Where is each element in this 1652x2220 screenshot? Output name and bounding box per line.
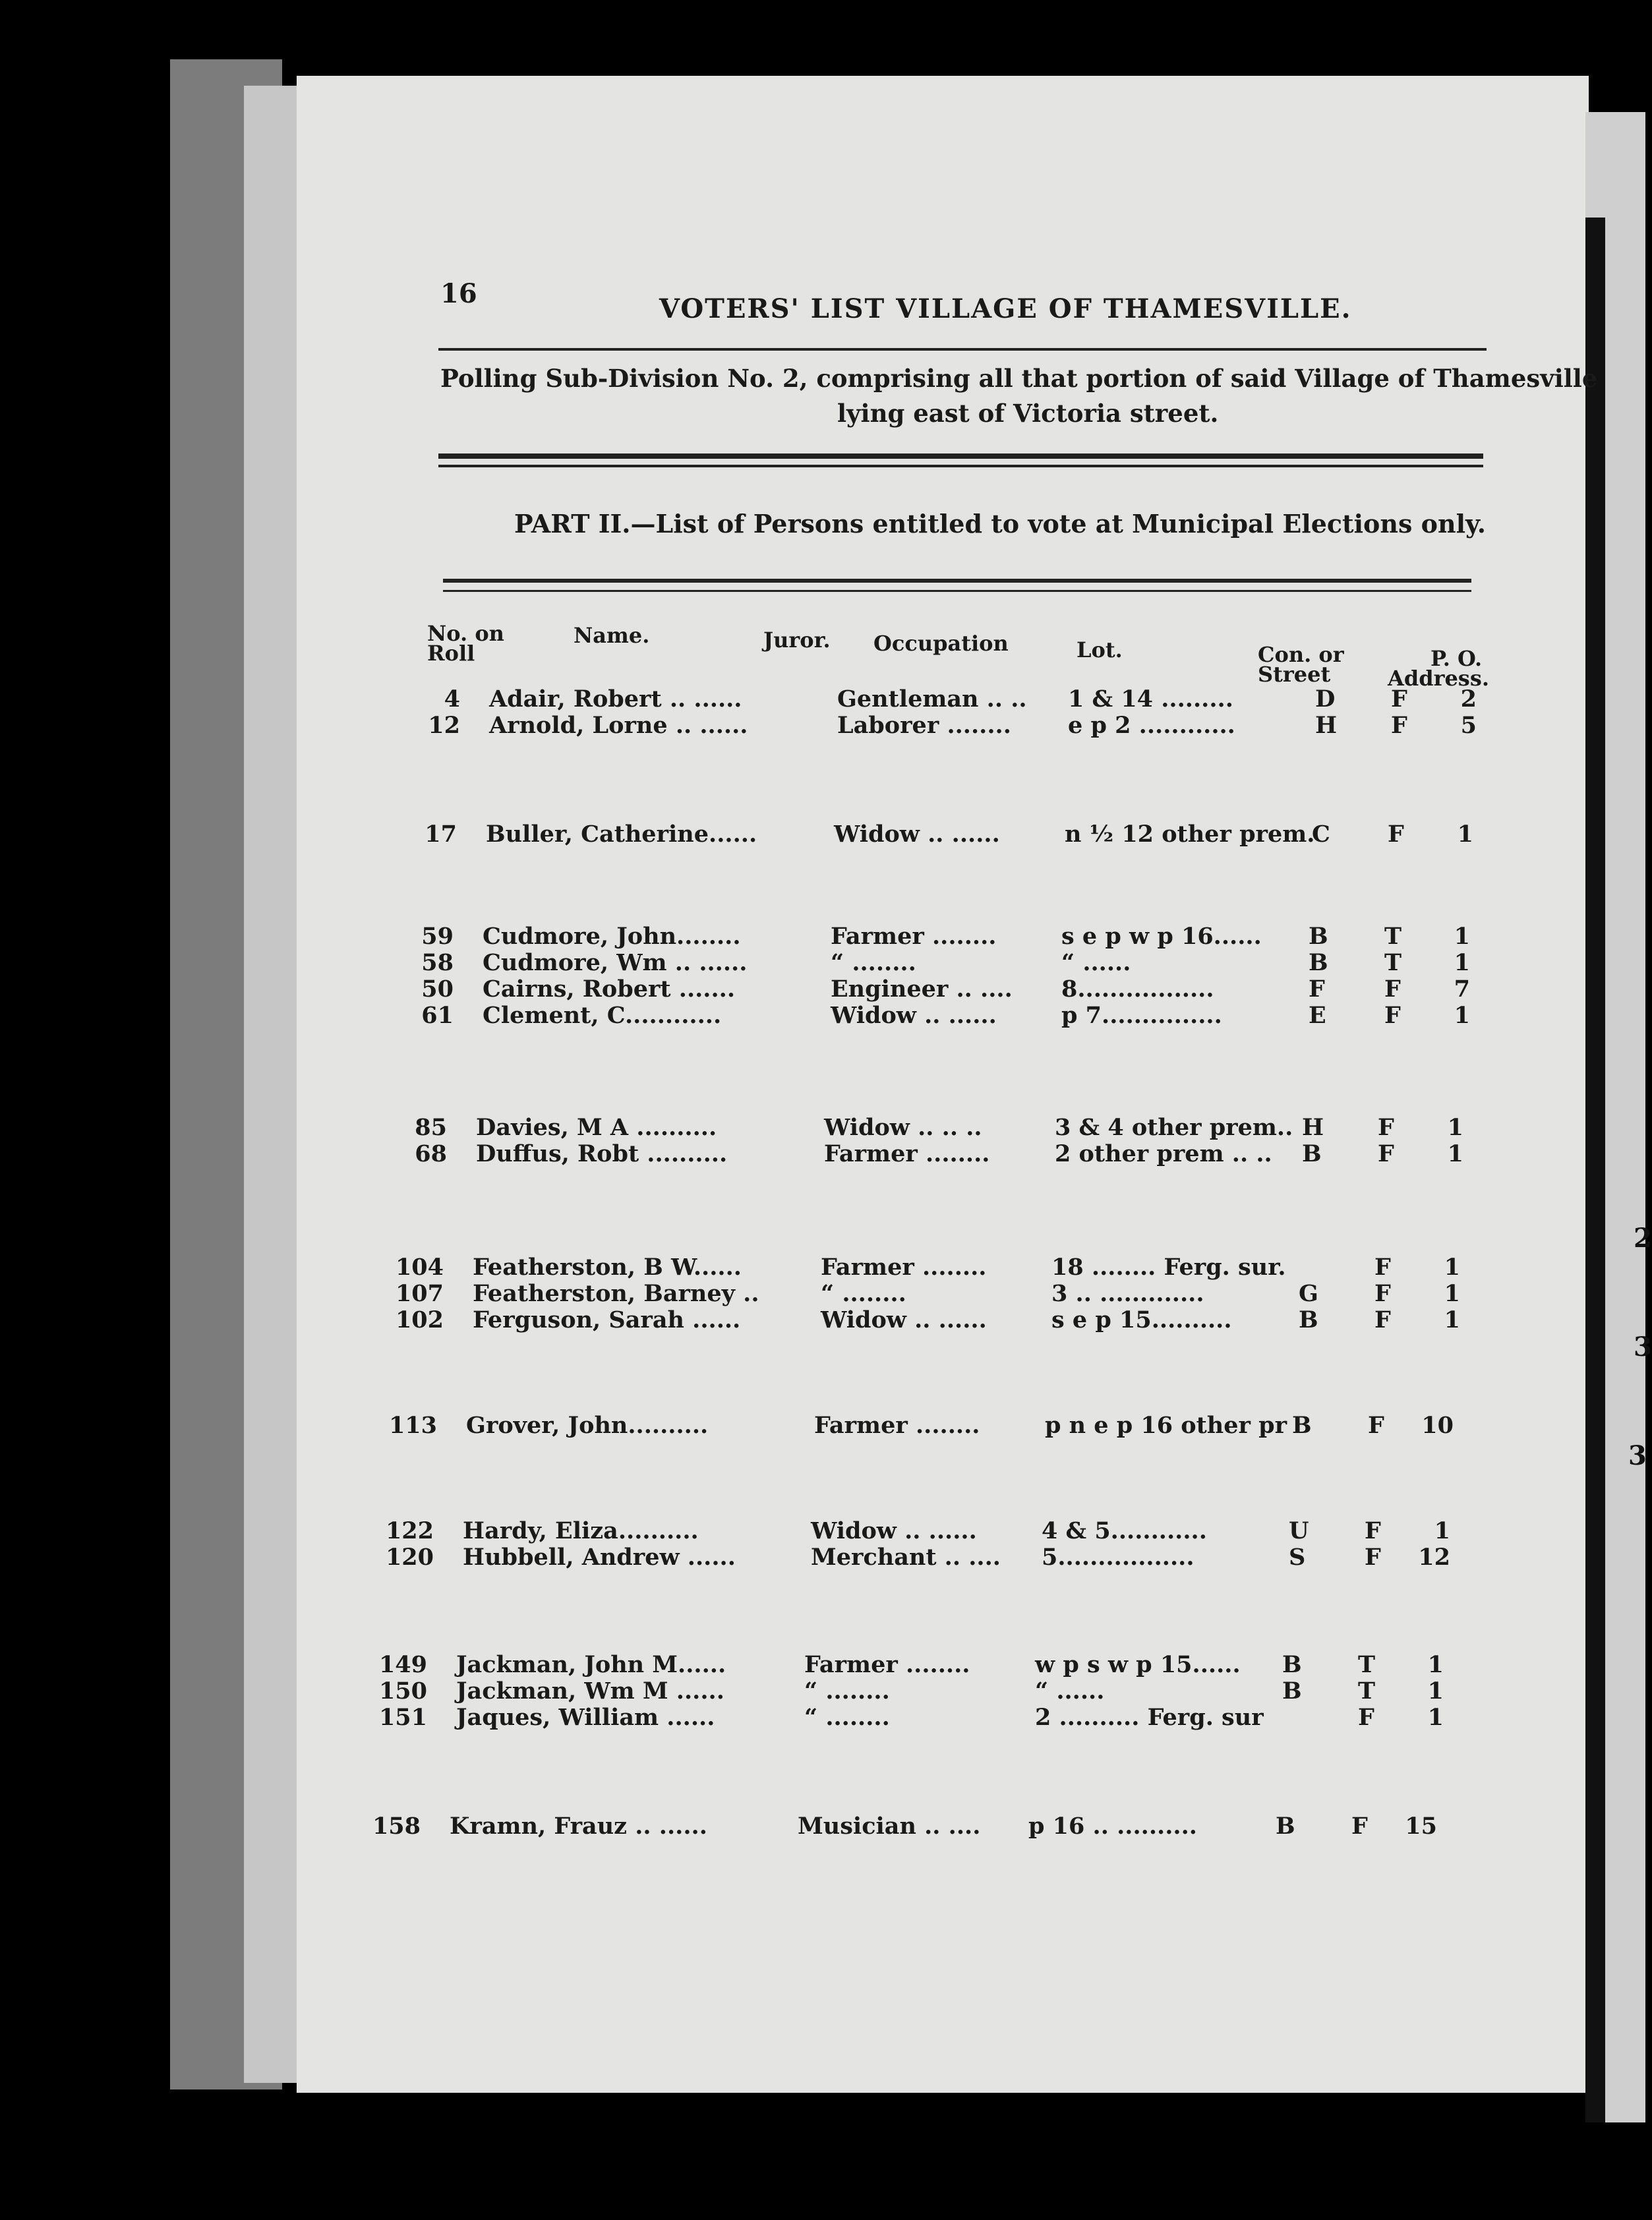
book-edge-inner	[244, 86, 303, 2083]
concession-cell: H	[1315, 712, 1338, 739]
header-occupation: Occupation	[873, 631, 1009, 656]
roll-number-cell: 104	[395, 1254, 444, 1281]
name-cell: Duffus, Robt ..........	[476, 1140, 728, 1167]
address-letter-cell: F	[1374, 1306, 1391, 1333]
address-number-cell: 1	[1454, 949, 1470, 976]
header-con-2: Street	[1258, 662, 1331, 687]
name-cell: Adair, Robert .. ......	[489, 686, 742, 713]
occupation-cell: “ ........	[804, 1704, 890, 1731]
header-con-1: Con. or	[1258, 642, 1344, 667]
concession-cell: B	[1292, 1412, 1312, 1439]
address-number-cell: 1	[1434, 1517, 1450, 1544]
address-letter-cell: T	[1358, 1678, 1376, 1705]
address-number-cell: 7	[1454, 976, 1470, 1003]
roll-number-cell: 158	[372, 1813, 421, 1840]
occupation-cell: Farmer ........	[821, 1254, 987, 1281]
address-number-cell: 1	[1444, 1306, 1460, 1333]
lot-cell: 2 other prem .. ..	[1055, 1140, 1272, 1167]
address-letter-cell: F	[1391, 686, 1407, 713]
concession-cell: C	[1312, 821, 1330, 848]
header-name: Name.	[574, 623, 650, 648]
lot-cell: s e p 15..........	[1051, 1306, 1232, 1333]
address-letter-cell: F	[1351, 1813, 1368, 1840]
concession-cell: U	[1289, 1517, 1309, 1544]
occupation-cell: Merchant .. ....	[811, 1544, 1001, 1571]
facing-page-fragment: 3	[1628, 1440, 1647, 1471]
occupation-cell: Widow .. ......	[831, 1002, 997, 1029]
part-rule-2	[443, 590, 1471, 592]
header-po-2: Address.	[1388, 666, 1489, 691]
concession-cell: S	[1289, 1544, 1306, 1571]
roll-number-cell: 50	[421, 976, 454, 1003]
roll-number-cell: 17	[425, 821, 457, 848]
double-rule-1	[438, 453, 1483, 459]
lot-cell: p 7...............	[1061, 1002, 1222, 1029]
address-letter-cell: T	[1358, 1651, 1376, 1678]
name-cell: Davies, M A ..........	[476, 1114, 717, 1141]
lot-cell: 5.................	[1042, 1544, 1195, 1571]
roll-number-cell: 12	[428, 712, 460, 739]
name-cell: Ferguson, Sarah ......	[473, 1306, 741, 1333]
occupation-cell: Farmer ........	[831, 923, 997, 950]
address-number-cell: 1	[1444, 1254, 1460, 1281]
roll-number-cell: 4	[444, 686, 460, 713]
lot-cell: p n e p 16 other pr	[1045, 1412, 1287, 1439]
address-number-cell: 1	[1454, 923, 1470, 950]
facing-page-gutter	[1585, 218, 1605, 2122]
header-no-on-roll-1: No. on	[427, 621, 504, 646]
address-letter-cell: F	[1368, 1412, 1384, 1439]
address-number-cell: 2	[1460, 686, 1477, 713]
address-number-cell: 5	[1460, 712, 1477, 739]
facing-page-fragment: 2	[1634, 1223, 1652, 1254]
concession-cell: B	[1302, 1140, 1322, 1167]
concession-cell: B	[1299, 1306, 1318, 1333]
lot-cell: 2 .......... Ferg. sur	[1035, 1704, 1264, 1731]
address-letter-cell: T	[1384, 923, 1402, 950]
address-letter-cell: F	[1365, 1544, 1381, 1571]
occupation-cell: Gentleman .. ..	[837, 686, 1027, 713]
name-cell: Hubbell, Andrew ......	[463, 1544, 736, 1571]
occupation-cell: Musician .. ....	[798, 1813, 981, 1840]
name-cell: Clement, C............	[483, 1002, 722, 1029]
lot-cell: e p 2 ............	[1068, 712, 1235, 739]
name-cell: Jaques, William ......	[456, 1704, 715, 1731]
lot-cell: “ ......	[1061, 949, 1131, 976]
address-letter-cell: F	[1365, 1517, 1381, 1544]
polling-line-1: Polling Sub-Division No. 2, comprising all that portion of said Village of Thamesville	[440, 364, 1598, 393]
lot-cell: s e p w p 16......	[1061, 923, 1262, 950]
facing-page-fragment: 3	[1634, 1331, 1652, 1362]
address-number-cell: 1	[1427, 1704, 1444, 1731]
polling-line-2: lying east of Victoria street.	[837, 399, 1219, 428]
roll-number-cell: 150	[378, 1678, 427, 1705]
name-cell: Arnold, Lorne .. ......	[489, 712, 748, 739]
occupation-cell: Widow .. ......	[834, 821, 1000, 848]
address-number-cell: 10	[1421, 1412, 1454, 1439]
name-cell: Kramn, Frauz .. ......	[450, 1813, 707, 1840]
lot-cell: “ ......	[1035, 1678, 1105, 1705]
concession-cell: H	[1302, 1114, 1324, 1141]
running-title: VOTERS' LIST VILLAGE OF THAMESVILLE.	[659, 293, 1352, 324]
name-cell: Cairns, Robert .......	[483, 976, 736, 1003]
roll-number-cell: 122	[385, 1517, 434, 1544]
roll-number-cell: 85	[415, 1114, 447, 1141]
lot-cell: 4 & 5............	[1042, 1517, 1207, 1544]
occupation-cell: Farmer ........	[814, 1412, 980, 1439]
concession-cell: D	[1315, 686, 1336, 713]
address-number-cell: 1	[1447, 1114, 1463, 1141]
roll-number-cell: 102	[395, 1306, 444, 1333]
address-letter-cell: F	[1391, 712, 1407, 739]
concession-cell: B	[1282, 1651, 1302, 1678]
lot-cell: p 16 .. ..........	[1028, 1813, 1197, 1840]
address-number-cell: 1	[1457, 821, 1473, 848]
address-number-cell: 12	[1418, 1544, 1450, 1571]
lot-cell: 8.................	[1061, 976, 1214, 1003]
occupation-cell: “ ........	[821, 1280, 906, 1307]
roll-number-cell: 58	[421, 949, 454, 976]
name-cell: Featherston, B W......	[473, 1254, 742, 1281]
occupation-cell: Widow .. .. ..	[824, 1114, 982, 1141]
header-no-on-roll-2: Roll	[427, 641, 475, 666]
occupation-cell: Farmer ........	[804, 1651, 970, 1678]
lot-cell: 3 .. .............	[1051, 1280, 1204, 1307]
address-letter-cell: F	[1378, 1140, 1394, 1167]
name-cell: Hardy, Eliza..........	[463, 1517, 699, 1544]
part-title: PART II.—List of Persons entitled to vote at Municipal Elections only.	[514, 509, 1487, 539]
roll-number-cell: 113	[388, 1412, 437, 1439]
header-lot: Lot.	[1077, 637, 1123, 662]
occupation-cell: Laborer ........	[837, 712, 1011, 739]
occupation-cell: “ ........	[804, 1678, 890, 1705]
concession-cell: F	[1309, 976, 1325, 1003]
address-letter-cell: F	[1384, 1002, 1401, 1029]
roll-number-cell: 107	[395, 1280, 444, 1307]
address-number-cell: 15	[1405, 1813, 1437, 1840]
concession-cell: E	[1309, 1002, 1326, 1029]
title-rule	[438, 348, 1487, 351]
roll-number-cell: 120	[385, 1544, 434, 1571]
address-number-cell: 1	[1454, 1002, 1470, 1029]
address-letter-cell: F	[1358, 1704, 1374, 1731]
roll-number-cell: 151	[378, 1704, 427, 1731]
name-cell: Featherston, Barney ..	[473, 1280, 759, 1307]
address-letter-cell: F	[1374, 1254, 1391, 1281]
roll-number-cell: 59	[421, 923, 454, 950]
address-number-cell: 1	[1427, 1651, 1444, 1678]
name-cell: Grover, John..........	[466, 1412, 709, 1439]
address-number-cell: 1	[1444, 1280, 1460, 1307]
name-cell: Jackman, Wm M ......	[456, 1678, 724, 1705]
concession-cell: B	[1282, 1678, 1302, 1705]
address-letter-cell: F	[1378, 1114, 1394, 1141]
address-letter-cell: F	[1374, 1280, 1391, 1307]
address-letter-cell: T	[1384, 949, 1402, 976]
occupation-cell: Widow .. ......	[821, 1306, 987, 1333]
page-number: 16	[440, 278, 477, 309]
address-number-cell: 1	[1447, 1140, 1463, 1167]
occupation-cell: Widow .. ......	[811, 1517, 977, 1544]
address-letter-cell: F	[1388, 821, 1404, 848]
name-cell: Buller, Catherine......	[486, 821, 757, 848]
concession-cell: B	[1276, 1813, 1295, 1840]
concession-cell: B	[1309, 949, 1328, 976]
concession-cell: G	[1299, 1280, 1318, 1307]
lot-cell: n ½ 12 other prem.	[1065, 821, 1315, 848]
part-rule-1	[443, 579, 1471, 583]
double-rule-2	[438, 465, 1483, 467]
concession-cell: B	[1309, 923, 1328, 950]
roll-number-cell: 68	[415, 1140, 447, 1167]
lot-cell: 18 ........ Ferg. sur.	[1051, 1254, 1286, 1281]
header-juror: Juror.	[763, 628, 831, 653]
lot-cell: 1 & 14 .........	[1068, 686, 1233, 713]
lot-cell: 3 & 4 other prem..	[1055, 1114, 1293, 1141]
occupation-cell: “ ........	[831, 949, 916, 976]
occupation-cell: Engineer .. ....	[831, 976, 1013, 1003]
lot-cell: w p s w p 15......	[1035, 1651, 1241, 1678]
header-po-1: P. O.	[1431, 646, 1483, 671]
occupation-cell: Farmer ........	[824, 1140, 990, 1167]
address-number-cell: 1	[1427, 1678, 1444, 1705]
name-cell: Cudmore, Wm .. ......	[483, 949, 748, 976]
name-cell: Cudmore, John........	[483, 923, 741, 950]
roll-number-cell: 61	[421, 1002, 454, 1029]
roll-number-cell: 149	[378, 1651, 427, 1678]
name-cell: Jackman, John M......	[456, 1651, 726, 1678]
address-letter-cell: F	[1384, 976, 1401, 1003]
